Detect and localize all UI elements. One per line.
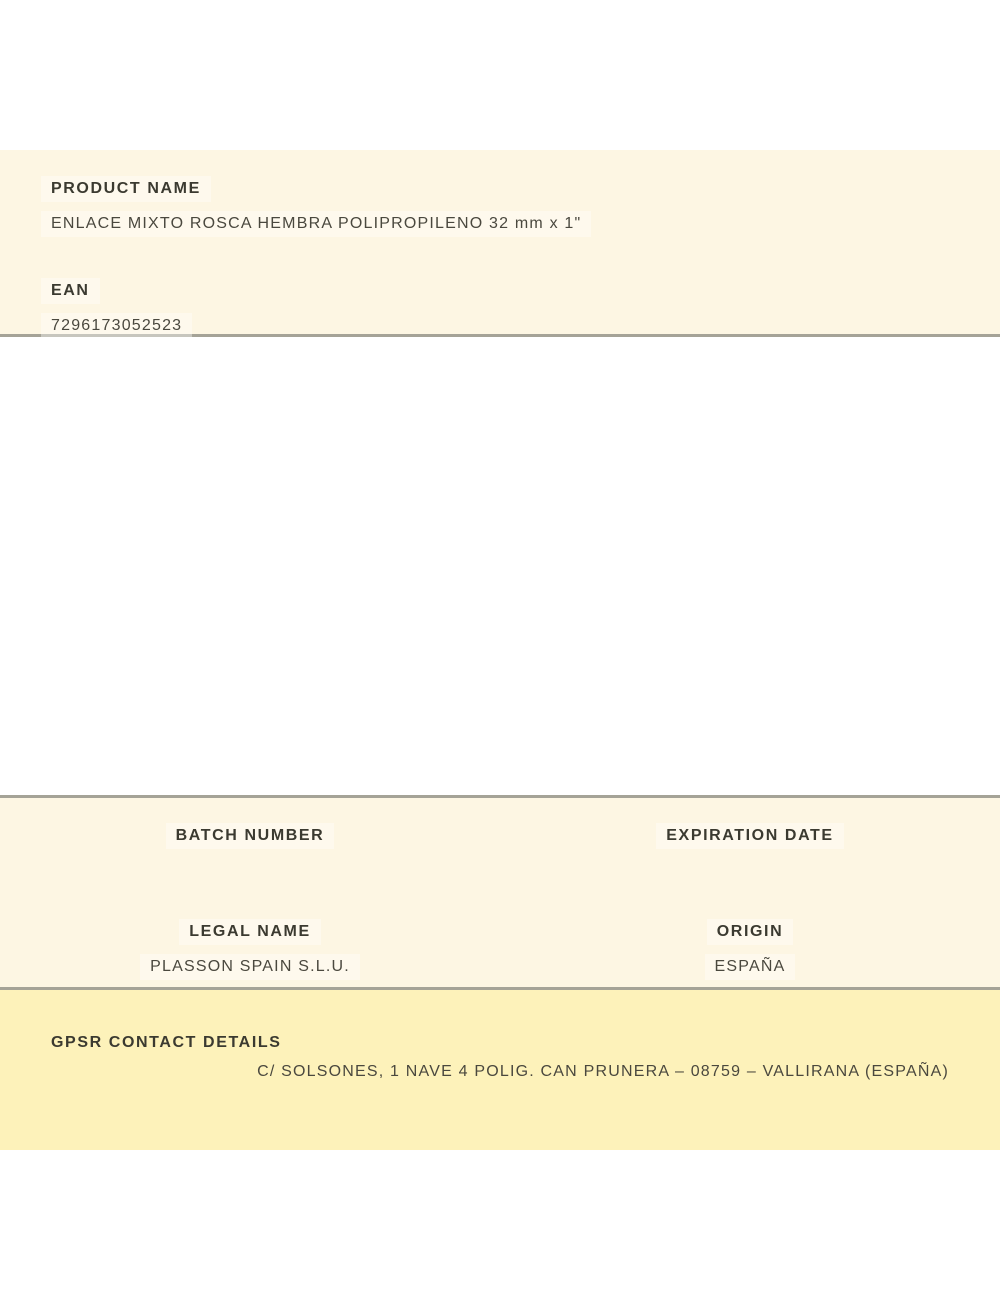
batch-number-label bbox=[0, 823, 500, 849]
ean-value-text: 7296173052523 bbox=[41, 313, 192, 339]
expiration-date-label-text: EXPIRATION DATE bbox=[656, 823, 843, 849]
origin-value-text: ESPAÑA bbox=[705, 954, 796, 980]
ean-value bbox=[51, 313, 949, 339]
gpsr-address-text: C/ SOLSONES, 1 NAVE 4 POLIG. CAN PRUNERA – 08759 – VALLIRANA (ESPAÑA) bbox=[257, 1063, 949, 1080]
legal-name-value bbox=[0, 954, 500, 980]
gpsr-label bbox=[51, 1033, 949, 1053]
product-name-label-text: PRODUCT NAME bbox=[41, 176, 211, 202]
batch-labels-row bbox=[0, 823, 1000, 849]
legal-name-value-text: PLASSON SPAIN S.L.U. bbox=[140, 954, 360, 980]
batch-info-section bbox=[0, 795, 1000, 990]
batch-number-label-text: BATCH NUMBER bbox=[166, 823, 335, 849]
product-info-section bbox=[0, 150, 1000, 337]
gpsr-label-text: GPSR CONTACT DETAILS bbox=[51, 1034, 282, 1051]
batch-values-empty-space bbox=[0, 849, 1000, 919]
ean-label bbox=[51, 278, 949, 304]
ean-label-text: EAN bbox=[41, 278, 100, 304]
legal-values-row bbox=[0, 954, 1000, 980]
origin-label bbox=[500, 919, 1000, 945]
origin-label-text: ORIGIN bbox=[707, 919, 794, 945]
gpsr-section bbox=[0, 990, 1000, 1150]
origin-value bbox=[500, 954, 1000, 980]
legal-labels-row bbox=[0, 919, 1000, 945]
product-name-label bbox=[51, 176, 949, 202]
legal-name-label-text: LEGAL NAME bbox=[179, 919, 320, 945]
product-name-value bbox=[51, 211, 949, 237]
gpsr-address bbox=[51, 1062, 949, 1082]
legal-name-label bbox=[0, 919, 500, 945]
expiration-date-label bbox=[500, 823, 1000, 849]
product-name-value-text: ENLACE MIXTO ROSCA HEMBRA POLIPROPILENO 32 mm x 1" bbox=[41, 211, 591, 237]
